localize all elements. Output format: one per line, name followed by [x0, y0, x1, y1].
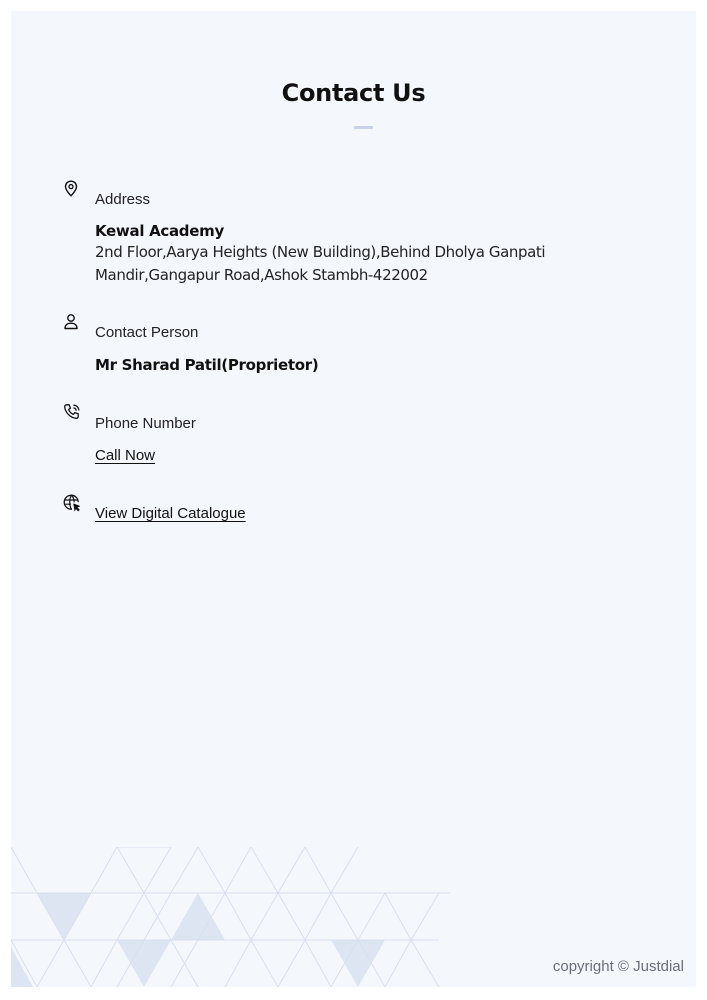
phone-icon — [63, 403, 81, 421]
contact-person-label: Contact Person — [95, 324, 199, 341]
business-name: Kewal Academy — [95, 222, 224, 240]
contact-page — [11, 11, 696, 987]
address-label: Address — [95, 191, 151, 208]
title-underline — [354, 126, 373, 129]
page-title: Contact Us — [281, 79, 426, 107]
address-line-2: Mandir,Gangapur Road,Ashok Stambh-422002 — [95, 266, 428, 284]
contact-person-name: Mr Sharad Patil(Proprietor) — [95, 356, 319, 374]
copyright-text: copyright © Justdial — [552, 958, 684, 975]
address-text — [95, 241, 555, 287]
address-line-1: 2nd Floor,Aarya Heights (New Building),Behind Dholya Ganpati — [95, 243, 546, 261]
location-pin-icon — [63, 180, 81, 198]
view-digital-catalogue-link[interactable]: View Digital Catalogue — [95, 505, 246, 522]
person-icon — [63, 313, 81, 331]
call-now-link[interactable]: Call Now — [95, 447, 156, 464]
phone-label: Phone Number — [95, 415, 196, 432]
globe-cursor-icon — [63, 494, 81, 512]
triangle-pattern — [11, 847, 451, 987]
